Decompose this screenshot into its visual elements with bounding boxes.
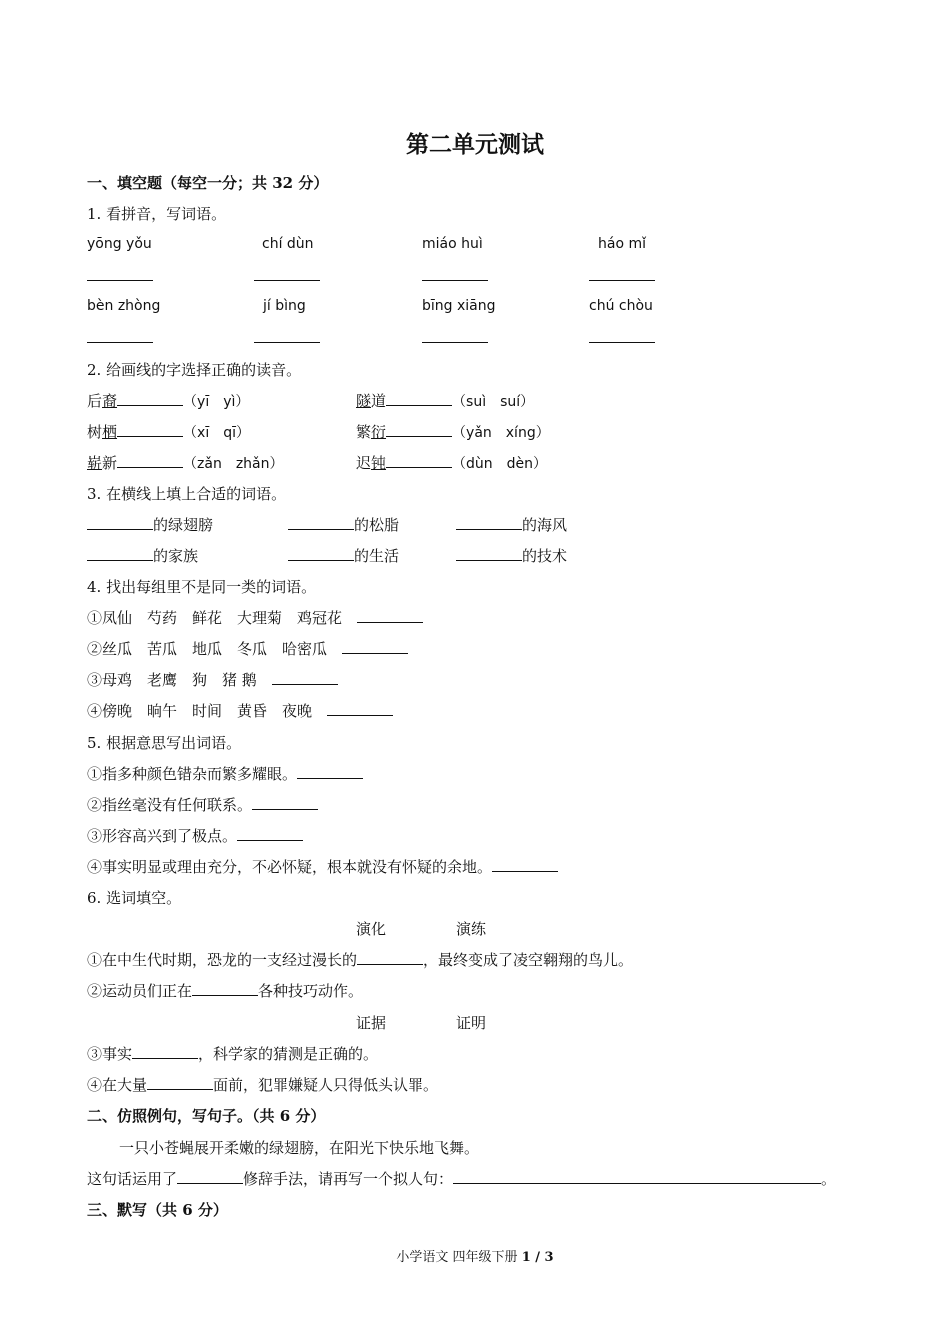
word-choice: 演练 <box>456 920 487 938</box>
q3-item: 的海风 <box>456 514 567 535</box>
q3-item: 的绿翅膀 <box>87 514 213 535</box>
part2-prompt: 这句话运用了 修辞手法，请再写一个拟人句： 。 <box>87 1170 837 1188</box>
example-sentence: 一只小苍蝇展开柔嫩的绿翅膀，在阳光下快乐地飞舞。 <box>119 1139 480 1157</box>
answer-blank[interactable] <box>254 266 320 285</box>
answer-blank[interactable] <box>357 608 423 623</box>
q5-row: ③形容高兴到了极点。 <box>87 825 303 846</box>
answer-blank[interactable] <box>132 1044 198 1059</box>
answer-blank[interactable] <box>492 857 558 872</box>
answer-blank[interactable] <box>422 266 488 285</box>
answer-blank[interactable] <box>177 1169 243 1184</box>
answer-blank[interactable] <box>117 453 183 468</box>
q2-label: 2. 给画线的字选择正确的读音。 <box>87 361 302 379</box>
q2-item: 隧道 （suì suí） <box>356 392 535 410</box>
answer-blank[interactable] <box>288 546 354 561</box>
answer-blank[interactable] <box>327 701 393 716</box>
answer-blank[interactable] <box>453 1169 821 1184</box>
page-footer: 小学语文 四年级下册 1 / 3 <box>396 1250 554 1265</box>
answer-blank[interactable] <box>386 422 452 437</box>
answer-blank[interactable] <box>386 391 452 406</box>
q6-sentence: ①在中生代时期，恐龙的一支经过漫长的 ，最终变成了凌空翱翔的鸟儿。 <box>87 951 634 969</box>
answer-blank[interactable] <box>357 950 423 965</box>
answer-blank[interactable] <box>422 328 488 347</box>
q1-label: 1. 看拼音，写词语。 <box>87 205 227 223</box>
q6-label: 6. 选词填空。 <box>87 889 182 907</box>
answer-blank[interactable] <box>288 515 354 530</box>
q3-label: 3. 在横线上填上合适的词语。 <box>87 485 287 503</box>
answer-blank[interactable] <box>87 328 153 347</box>
pinyin-8: chú chòu <box>589 298 653 314</box>
answer-blank[interactable] <box>147 1075 213 1090</box>
pinyin-7: bīng xiāng <box>422 298 496 314</box>
q3-item: 的家族 <box>87 545 198 566</box>
pinyin-5: bèn zhòng <box>87 298 161 314</box>
answer-blank[interactable] <box>342 639 408 654</box>
word-choice: 演化 <box>356 920 387 938</box>
q4-row: ④傍晚 晌午 时间 黄昏 夜晚 <box>87 700 393 721</box>
pinyin-3: miáo huì <box>422 236 483 252</box>
pinyin-1: yōng yǒu <box>87 236 152 252</box>
q4-label: 4. 找出每组里不是同一类的词语。 <box>87 578 317 596</box>
q5-row: ①指多种颜色错杂而繁多耀眼。 <box>87 763 363 784</box>
answer-blank[interactable] <box>87 546 153 561</box>
q3-item: 的生活 <box>288 545 399 566</box>
answer-blank[interactable] <box>456 546 522 561</box>
q2-item: 后裔 （yī yì） <box>87 392 250 410</box>
q6-sentence: ④在大量 面前，犯罪嫌疑人只得低头认罪。 <box>87 1076 439 1094</box>
answer-blank[interactable] <box>456 515 522 530</box>
q5-row: ④事实明显或理由充分，不必怀疑，根本就没有怀疑的余地。 <box>87 856 558 877</box>
q5-label: 5. 根据意思写出词语。 <box>87 734 242 752</box>
q6-sentence: ③事实 ，科学家的猜测是正确的。 <box>87 1045 379 1063</box>
page-title: 第二单元测试 <box>406 131 544 158</box>
q4-row: ①凤仙 芍药 鲜花 大理菊 鸡冠花 <box>87 607 423 628</box>
answer-blank[interactable] <box>252 795 318 810</box>
answer-blank[interactable] <box>589 266 655 285</box>
answer-blank[interactable] <box>254 328 320 347</box>
section-2-heading: 二、仿照例句，写句子。（共 6 分） <box>87 1107 326 1125</box>
q4-row: ③母鸡 老鹰 狗 猪 鹅 <box>87 669 338 690</box>
q2-item: 树栖 （xī qī） <box>87 423 250 441</box>
q3-item: 的松脂 <box>288 514 399 535</box>
word-choice: 证据 <box>356 1014 387 1032</box>
q3-item: 的技术 <box>456 545 567 566</box>
word-choice: 证明 <box>456 1014 487 1032</box>
q4-row: ②丝瓜 苦瓜 地瓜 冬瓜 哈密瓜 <box>87 638 408 659</box>
q6-sentence: ②运动员们正在 各种技巧动作。 <box>87 982 364 1000</box>
answer-blank[interactable] <box>386 453 452 468</box>
answer-blank[interactable] <box>87 266 153 285</box>
answer-blank[interactable] <box>117 391 183 406</box>
pinyin-2: chí dùn <box>262 236 314 252</box>
answer-blank[interactable] <box>297 764 363 779</box>
answer-blank[interactable] <box>237 826 303 841</box>
q2-item: 崭新 （zǎn zhǎn） <box>87 454 284 472</box>
q2-item: 繁衍 （yǎn xíng） <box>356 423 550 441</box>
answer-blank[interactable] <box>589 328 655 347</box>
q5-row: ②指丝毫没有任何联系。 <box>87 794 318 815</box>
section-1-heading: 一、填空题（每空一分；共 32 分） <box>87 174 329 192</box>
pinyin-4: háo mǐ <box>598 236 646 252</box>
q2-item: 迟钝 （dùn dèn） <box>356 454 548 472</box>
pinyin-6: jí bìng <box>263 298 306 314</box>
section-3-heading: 三、默写（共 6 分） <box>87 1201 228 1219</box>
answer-blank[interactable] <box>192 981 258 996</box>
answer-blank[interactable] <box>272 670 338 685</box>
answer-blank[interactable] <box>117 422 183 437</box>
answer-blank[interactable] <box>87 515 153 530</box>
page-number: 1 / 3 <box>521 1250 554 1265</box>
